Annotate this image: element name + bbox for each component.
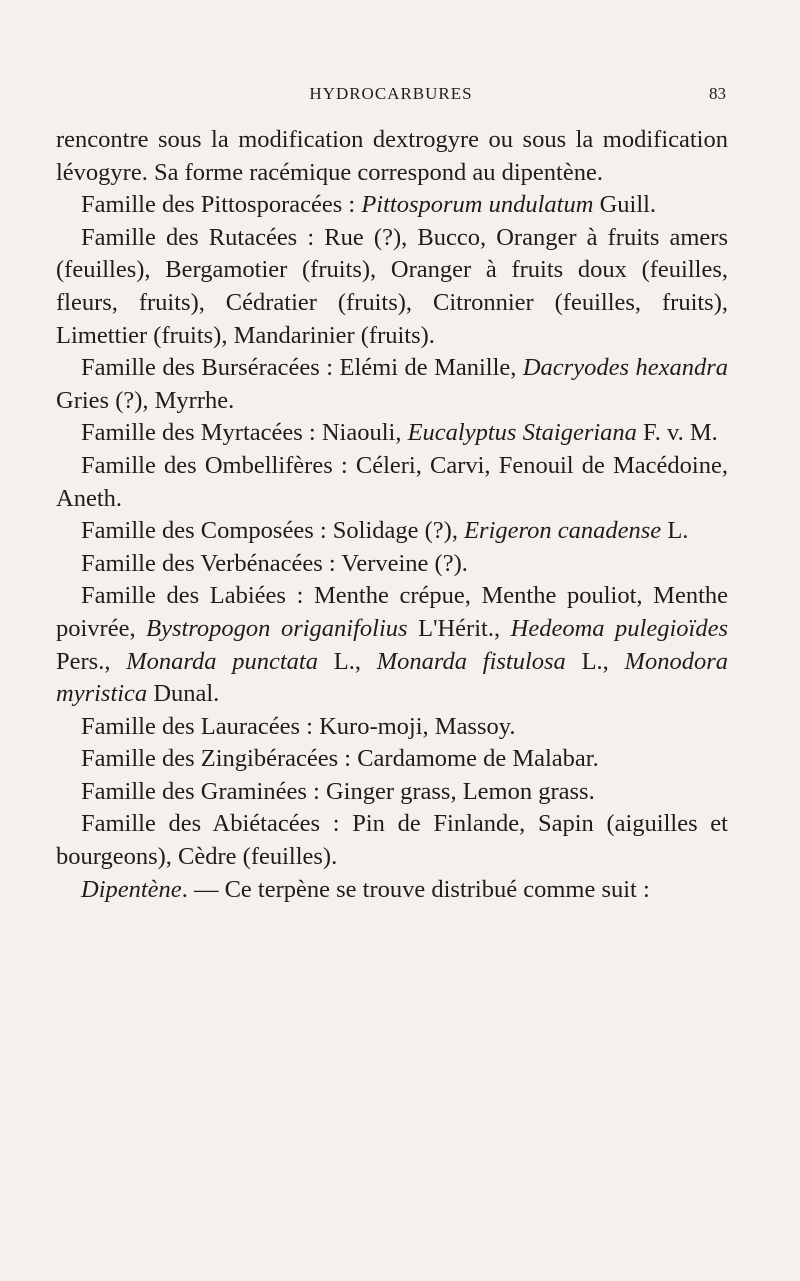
text-run: Gries (?), Myrrhe.: [56, 386, 235, 414]
text-run: L.,: [565, 647, 625, 675]
species-name: Pittosporum undulatum: [361, 191, 594, 219]
text-run: Famille des Zingibéracées : Cardamome de Malabar.: [81, 745, 599, 773]
paragraph: [56, 711, 728, 744]
text-run: Famille des Pittosporacées :: [81, 191, 362, 219]
species-name: Erigeron canadense: [464, 517, 662, 545]
paragraph: [56, 776, 728, 809]
text-run: Famille des Ombellifères : Céleri, Carvi, Fenouil de Macédoine, Aneth.: [56, 451, 728, 512]
text-run: Famille des Abiétacées : Pin de Finlande, Sapin (aiguilles et bourgeons), Cèdre (feuilles).: [56, 810, 728, 871]
running-head: [56, 84, 726, 108]
text-run: Famille des Graminées : Ginger grass, Lemon grass.: [81, 777, 595, 805]
species-name: Monarda punctata: [126, 647, 318, 675]
paragraph: [56, 124, 728, 189]
paragraph: [56, 189, 728, 222]
text-run: L'Hérit.,: [407, 614, 511, 642]
text-run: Famille des Labiées : Menthe crépue, Menthe pouliot, Menthe poivrée,: [56, 582, 728, 642]
text-run: L.,: [317, 647, 377, 675]
paragraph: [56, 808, 728, 873]
running-title: HYDROCARBURES: [309, 84, 473, 103]
paragraph: [56, 515, 728, 548]
paragraph: [56, 352, 728, 417]
species-name: Hedeoma pulegioïdes: [510, 614, 728, 642]
text-run: Famille des Rutacées : Rue (?), Bucco, Oranger à fruits amers (feuilles), Bergamotier (fruits), Oranger à fruits doux (feuilles, fleurs, fruits), Cédratier (fruits), Citronnier (feuilles, fruits), Limettier (fruits), Mandarinier (fruits).: [56, 223, 728, 349]
species-name: Dipentène: [81, 875, 182, 903]
species-name: Monodora myristica: [56, 647, 728, 708]
text-run: rencontre sous la modification dextrogyre ou sous la modification lévogyre. Sa forme racémique correspond au dipentène.: [56, 126, 728, 186]
text-run: Famille des Myrtacées : Niaouli,: [81, 419, 408, 447]
page-number: 83: [709, 84, 726, 103]
text-run: Famille des Lauracées : Kuro-moji, Massoy.: [81, 712, 516, 740]
text-run: L.: [661, 517, 689, 545]
text-run: Famille des Composées : Solidage (?),: [81, 517, 465, 545]
text-run: Dunal.: [147, 680, 220, 708]
paragraph: [56, 580, 728, 710]
paragraph: [56, 450, 728, 515]
text-run: F. v. M.: [636, 419, 718, 447]
paragraph: [56, 222, 728, 352]
text-run: . — Ce terpène se trouve distribué comme suit :: [181, 875, 650, 903]
text-run: Guill.: [593, 191, 657, 219]
text-run: Pers.,: [56, 647, 127, 675]
text-run: Famille des Burséracées : Elémi de Manille,: [81, 354, 523, 382]
paragraph: [56, 743, 728, 776]
text-run: Famille des Verbénacées : Verveine (?).: [81, 549, 468, 577]
body-text: [56, 124, 728, 906]
paragraph: [56, 548, 728, 581]
species-name: Dacryodes hexandra: [522, 354, 728, 382]
species-name: Bystropogon origanifolius: [146, 614, 408, 642]
paragraph: [56, 417, 728, 450]
paragraph: [56, 874, 728, 907]
species-name: Eucalyptus Staigeriana: [407, 419, 637, 447]
species-name: Monarda fistulosa: [376, 647, 566, 675]
